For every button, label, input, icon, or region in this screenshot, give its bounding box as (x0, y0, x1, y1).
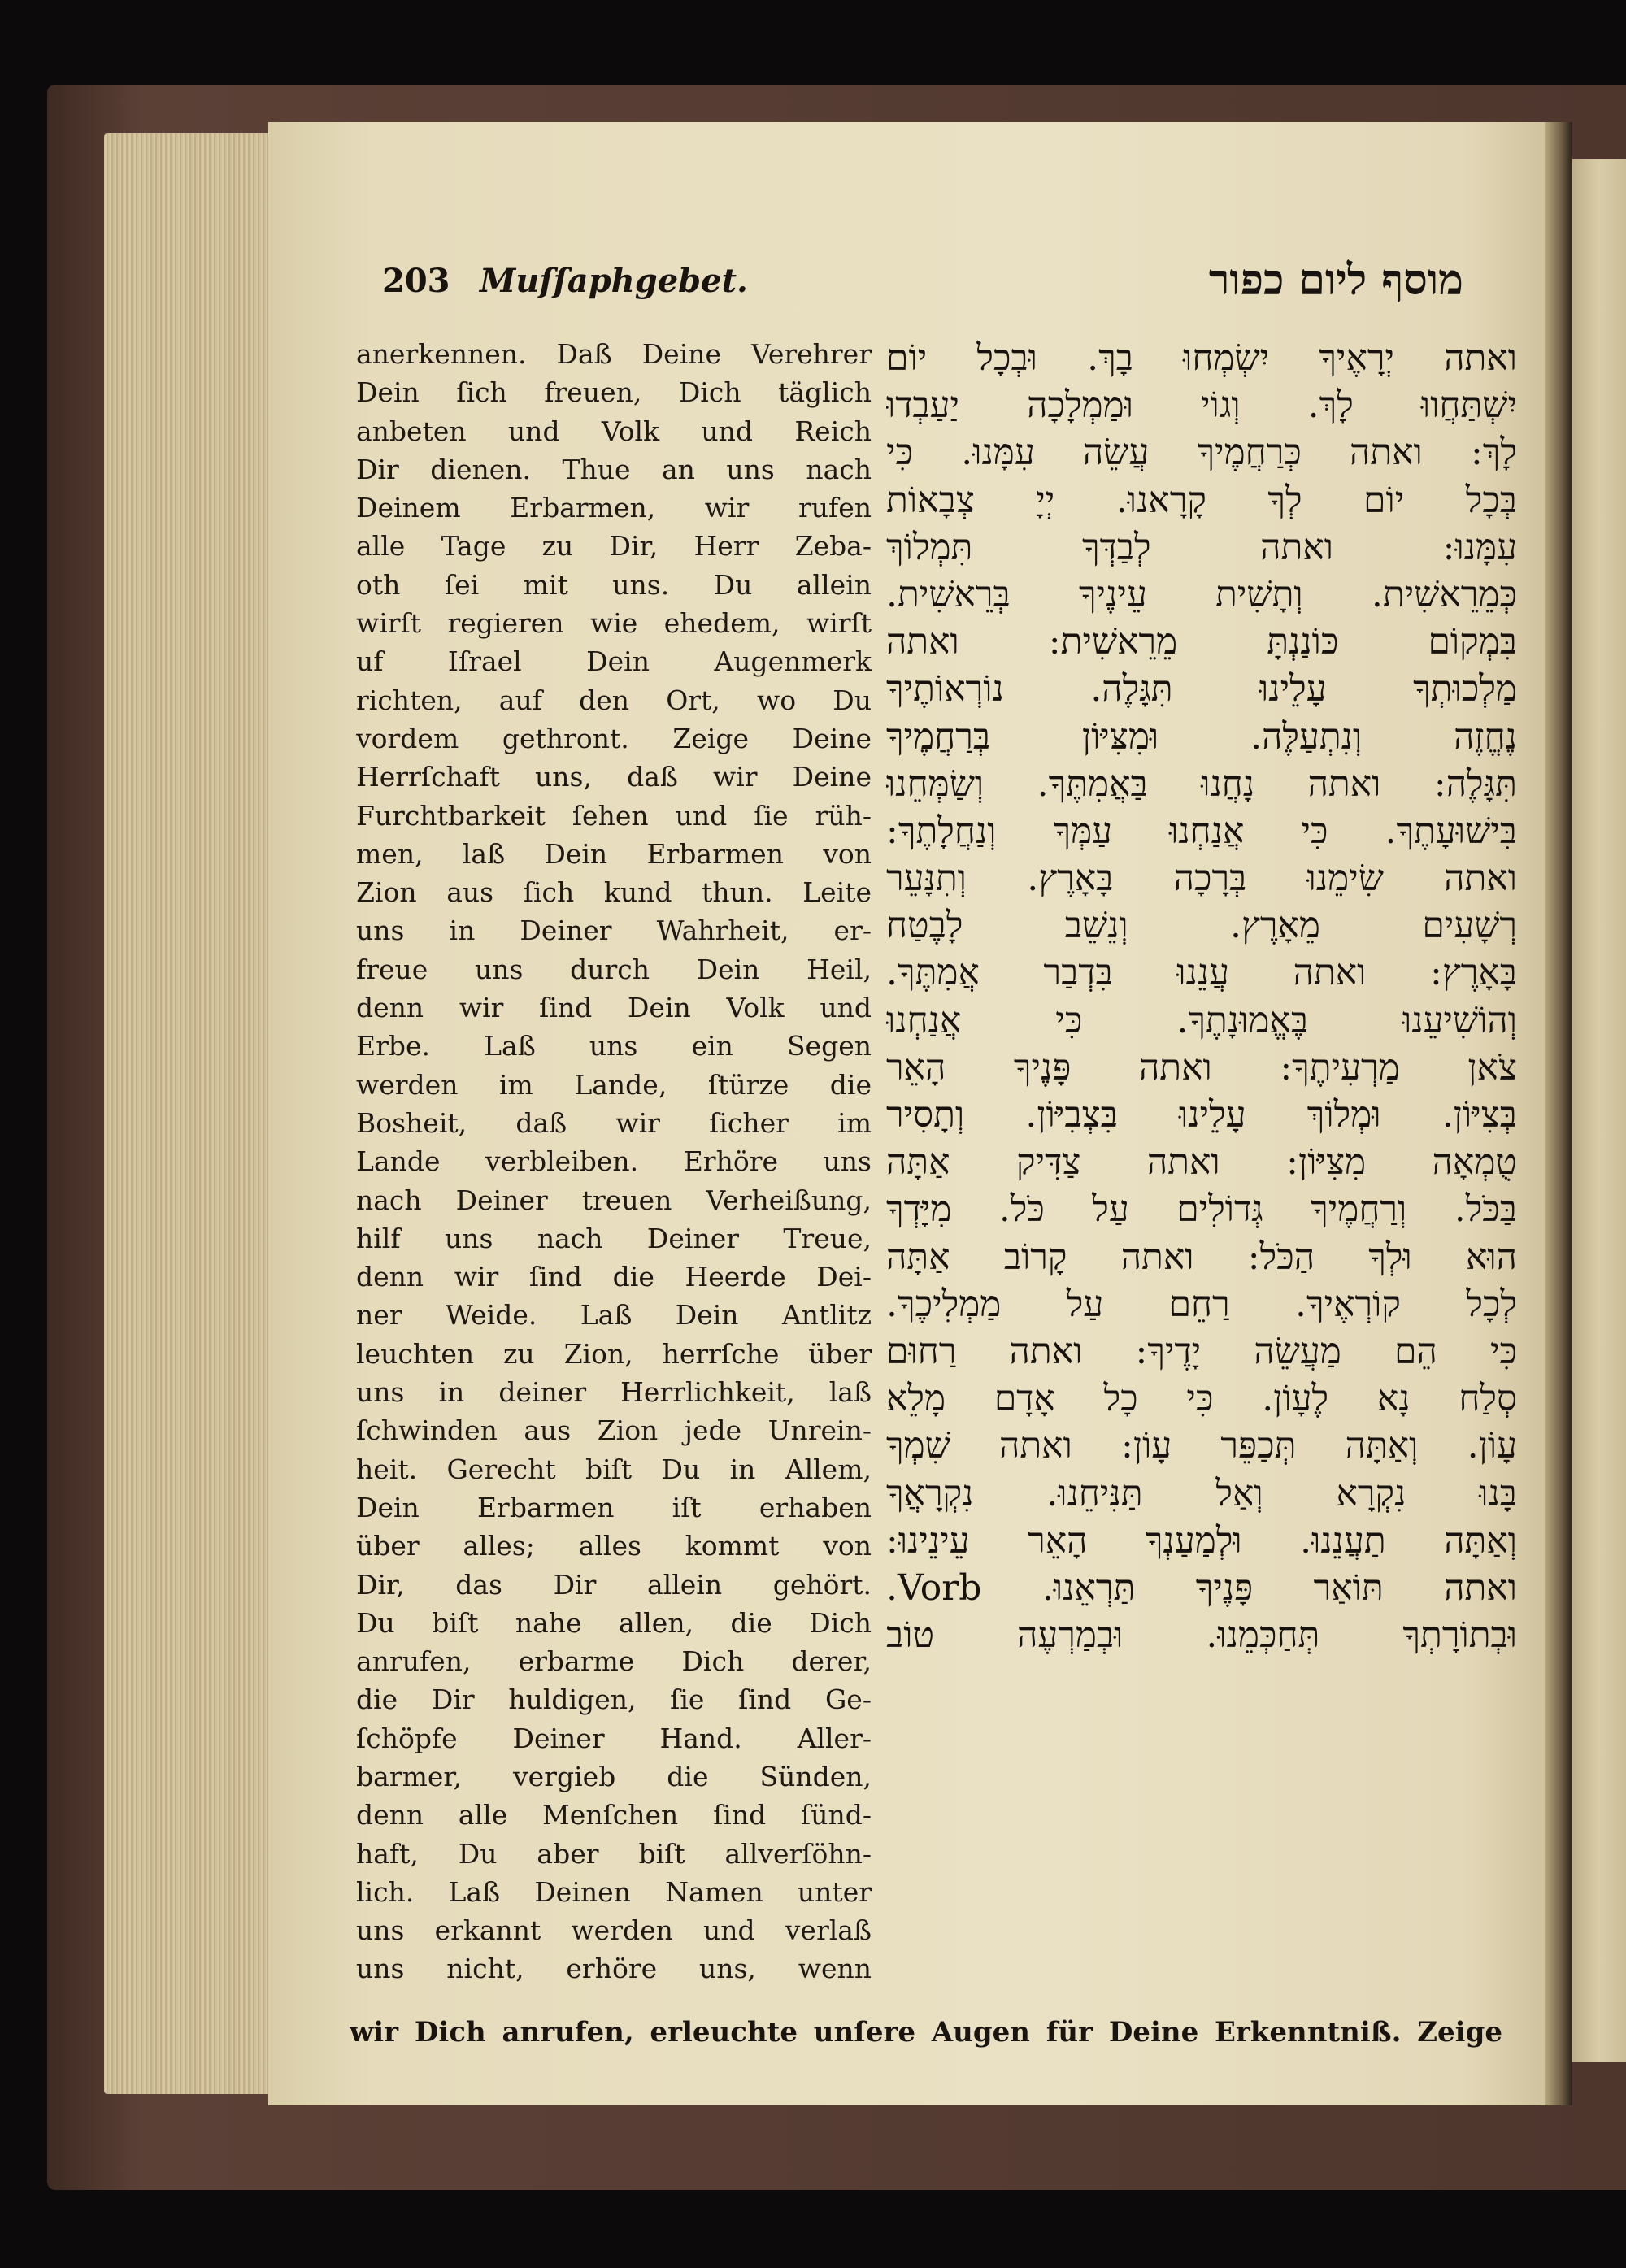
german-text-line: uf Iſrael Dein Augenmerk (356, 645, 872, 678)
german-text-line: die Dir huldigen, ſie ſind Ge- (356, 1684, 872, 1716)
hebrew-text-line: נֶחֱזֶה וְנִתְעַלֶּה. וּמִצִּיּוֹן בְּרַחֲמֶיךָ (886, 715, 1517, 758)
german-text-line: über alles; alles kommt von (356, 1530, 872, 1562)
german-text-line: Dein ſich freuen, Dich täglich (356, 376, 872, 409)
german-text-line: leuchten zu Zion, herrſche über (356, 1337, 872, 1370)
hebrew-text-line: ואתה שִׂימֵנוּ בְּרָכָה בָּאָרֶץ. וְתִנָּעֵר (886, 858, 1517, 900)
german-text-line: hilf uns nach Deiner Treue, (356, 1222, 872, 1254)
german-text-line: barmer, vergieb die Sünden, (356, 1760, 872, 1792)
german-text-line: uns in Deiner Wahrheit, er- (356, 915, 872, 947)
hebrew-text-line: וְאַתָּה תַעֲנֵנוּ. וּלְמַעַנְךָ הָאֵר עֵינֵינוּ: (886, 1519, 1517, 1562)
facing-page-edge (1572, 159, 1626, 2062)
german-text-line: freue uns durch Dein Heil, (356, 953, 872, 985)
german-text-line: werden im Lande, ſtürze die (356, 1068, 872, 1101)
german-text-line: oth ſei mit uns. Du allein (356, 568, 872, 601)
hebrew-text-line: כִּי הֵם מַעֲשֵׂה יָדֶיךָ: ואתה רַחוּם (886, 1330, 1517, 1372)
hebrew-text-line: רְשָׁעִים מֵאָרֶץ. וְנֵשֵׁב לָבֶטַח (886, 905, 1517, 947)
german-text-line: Du biſt nahe allen, die Dich (356, 1606, 872, 1639)
german-text-line: lich. Laß Deinen Namen unter (356, 1875, 872, 1908)
hebrew-text-line: תִּגָּלֶה: ואתה נָחֲנוּ בַּאֲמִתֶּךָ. וְשַׂמְּחֵנוּ (886, 763, 1517, 805)
page-edges (104, 133, 285, 2094)
german-text-line: anerkennen. Daß Deine Verehrer (356, 338, 872, 370)
hebrew-text-line: הוּא וּלְךָ הַכֹּל: ואתה קָרוֹב אַתָּה (886, 1236, 1517, 1278)
german-text-line: men, laß Dein Erbarmen von (356, 837, 872, 870)
german-text-line: uns nicht, erhöre uns, wenn (356, 1953, 872, 1985)
hebrew-text-line: וְהוֹשִׁיעֵנוּ בֶּאֱמוּנָתֶךָ. כִּי אֲנַחְנוּ (886, 999, 1517, 1041)
german-text-line: Erbe. Laß uns ein Segen (356, 1030, 872, 1062)
hebrew-text-line: עִמָּנוּ: ואתה לְבַדְּךָ תִּמְלוֹךְ (886, 526, 1517, 568)
hebrew-column (886, 335, 1517, 1659)
hebrew-text-line: צֹאן מַרְעִיתֶךָ: ואתה פָּנֶיךָ הָאֵר (886, 1046, 1517, 1088)
german-text-line: Deinem Erbarmen, wir rufen (356, 492, 872, 524)
german-text-line: vordem gethront. Zeige Deine (356, 722, 872, 754)
german-text-line: Dir, das Dir allein gehört. (356, 1568, 872, 1601)
german-text-line: denn wir ſind die Heerde Dei- (356, 1261, 872, 1293)
hebrew-text-line: ואתה תּוֹאַר פָּנֶיךָ תַּרְאֵנוּ. Vorb. (886, 1566, 1517, 1609)
german-text-line: Bosheit, daß wir ſicher im (356, 1106, 872, 1139)
german-text-line: Zion aus ſich kund thun. Leite (356, 876, 872, 909)
german-text-line: uns erkannt werden und verlaß (356, 1914, 872, 1947)
german-text-line: Lande verbleiben. Erhöre uns (356, 1145, 872, 1178)
hebrew-text-line: לְכָל קוֹרְאֶיךָ. רַחֵם עַל מַמְלִיכֶךָ. (886, 1283, 1517, 1325)
hebrew-text-line: סְלַח נָא לֶעָוֹן. כִּי כָל אָדָם מָלֵא (886, 1378, 1517, 1420)
hebrew-text-line: לָךְ: ואתה כְּרַחֲמֶיךָ עֲשֵׂה עִמָּנוּ. כִּי (886, 432, 1517, 474)
german-text-line: heit. Gerecht biſt Du in Allem, (356, 1453, 872, 1485)
german-text-line: Dein Erbarmen iſt erhaben (356, 1491, 872, 1523)
hebrew-text-line: בִּמְקוֹם כּוֹנַנְתָּ מֵרֵאשִׁית: ואתה (886, 621, 1517, 663)
german-text-line: wirſt regieren wie ehedem, wirſt (356, 607, 872, 640)
hebrew-text-line: בִּישׁוּעָתֶךָ. כִּי אֲנַחְנוּ עַמְּךָ וְנַחֲלָתֶךָ: (886, 810, 1517, 852)
footer-line: wir Dich anrufen, erleuchte unſere Augen für Deine Erkenntniß. Zeige (350, 2016, 1502, 2049)
german-text-line: alle Tage zu Dir, Herr Zeba- (356, 530, 872, 563)
hebrew-text-line: יִשְׁתַּחֲווּ לָךְ. וְגוֹי וּמַמְלָכָה יַעַבְדוּ (886, 385, 1517, 427)
german-text-line: denn alle Menſchen ſind ſünd- (356, 1799, 872, 1831)
german-text-line: ſchwinden aus Zion jede Unrein- (356, 1414, 872, 1447)
hebrew-text-line: כְּמֵרֵאשִׁית. וְתָשִׁית עֵינֶיךָ בְּרֵאשִׁית. (886, 573, 1517, 615)
hebrew-text-line: בָּנוּ נִקְרָא וְאַל תַּנִּיחֵנוּ. נִקְרָאֲךָ (886, 1472, 1517, 1514)
german-text-line: haft, Du aber biſt allverſöhn- (356, 1837, 872, 1870)
german-text-line: Dir dienen. Thue an uns nach (356, 453, 872, 485)
hebrew-text-line: בְּצִיּוֹן. וּמְלוֹךְ עָלֵינוּ בִּצְבִיּוֹן. וְתָסִיר (886, 1094, 1517, 1136)
german-text-line: richten, auf den Ort, wo Du (356, 684, 872, 716)
german-text-line: uns in deiner Herrlichkeit, laß (356, 1376, 872, 1409)
german-text-line: Herrſchaft uns, daß wir Deine (356, 761, 872, 793)
hebrew-text-line: בָּאָרֶץ: ואתה עֲנֵנוּ בִּדְבַר אֲמִתֶּךָ. (886, 952, 1517, 994)
page-header (382, 255, 1463, 319)
german-column (356, 335, 872, 1988)
german-text-line: anbeten und Volk und Reich (356, 415, 872, 447)
german-text-line: denn wir ſind Dein Volk und (356, 992, 872, 1024)
hebrew-text-line: ואתה יְרָאֶיךָ יִשְׂמְחוּ בָךְ. וּבְכָל יוֹם (886, 337, 1517, 379)
hebrew-text-line: וּבְתוֹרָתְךָ תְּחַכְּמֵנוּ. וּבְמַרְעֶה טוֹב (886, 1614, 1517, 1657)
german-text-line: Furchtbarkeit ſehen und ſie rüh- (356, 799, 872, 832)
german-text-line: ner Weide. Laß Dein Antlitz (356, 1299, 872, 1332)
hebrew-text-line: עָוֹן. וְאַתָּה תְּכַפֵּר עָוֹן: ואתה שִׁמְךָ (886, 1425, 1517, 1467)
german-text-line: anrufen, erbarme Dich derer, (356, 1645, 872, 1678)
hebrew-text-line: בְּכָל יוֹם לְךָ קָרָאנוּ. יְיָ צְבָאוֹת (886, 479, 1517, 521)
hebrew-title: מוסף ליום כפור (1208, 255, 1463, 305)
book-gutter (1545, 122, 1572, 2105)
hebrew-text-line: טֻמְאָה מִצִּיּוֹן: ואתה צַדִּיק אַתָּה (886, 1141, 1517, 1184)
hebrew-text-line: מַלְכוּתְךָ עָלֵינוּ תִּגָּלֶה. נוֹרְאוֹתֶיךָ (886, 668, 1517, 710)
german-text-line: ſchöpfe Deiner Hand. Aller- (356, 1722, 872, 1754)
hebrew-text-line: בַּכֹּל. וְרַחֲמֶיךָ גְּדוֹלִים עַל כֹּל. מִיָּדְךָ (886, 1188, 1517, 1231)
running-title: Muſſaphgebet. (480, 262, 748, 300)
page-number: 203 (382, 262, 450, 300)
german-text-line: nach Deiner treuen Verheißung, (356, 1184, 872, 1216)
